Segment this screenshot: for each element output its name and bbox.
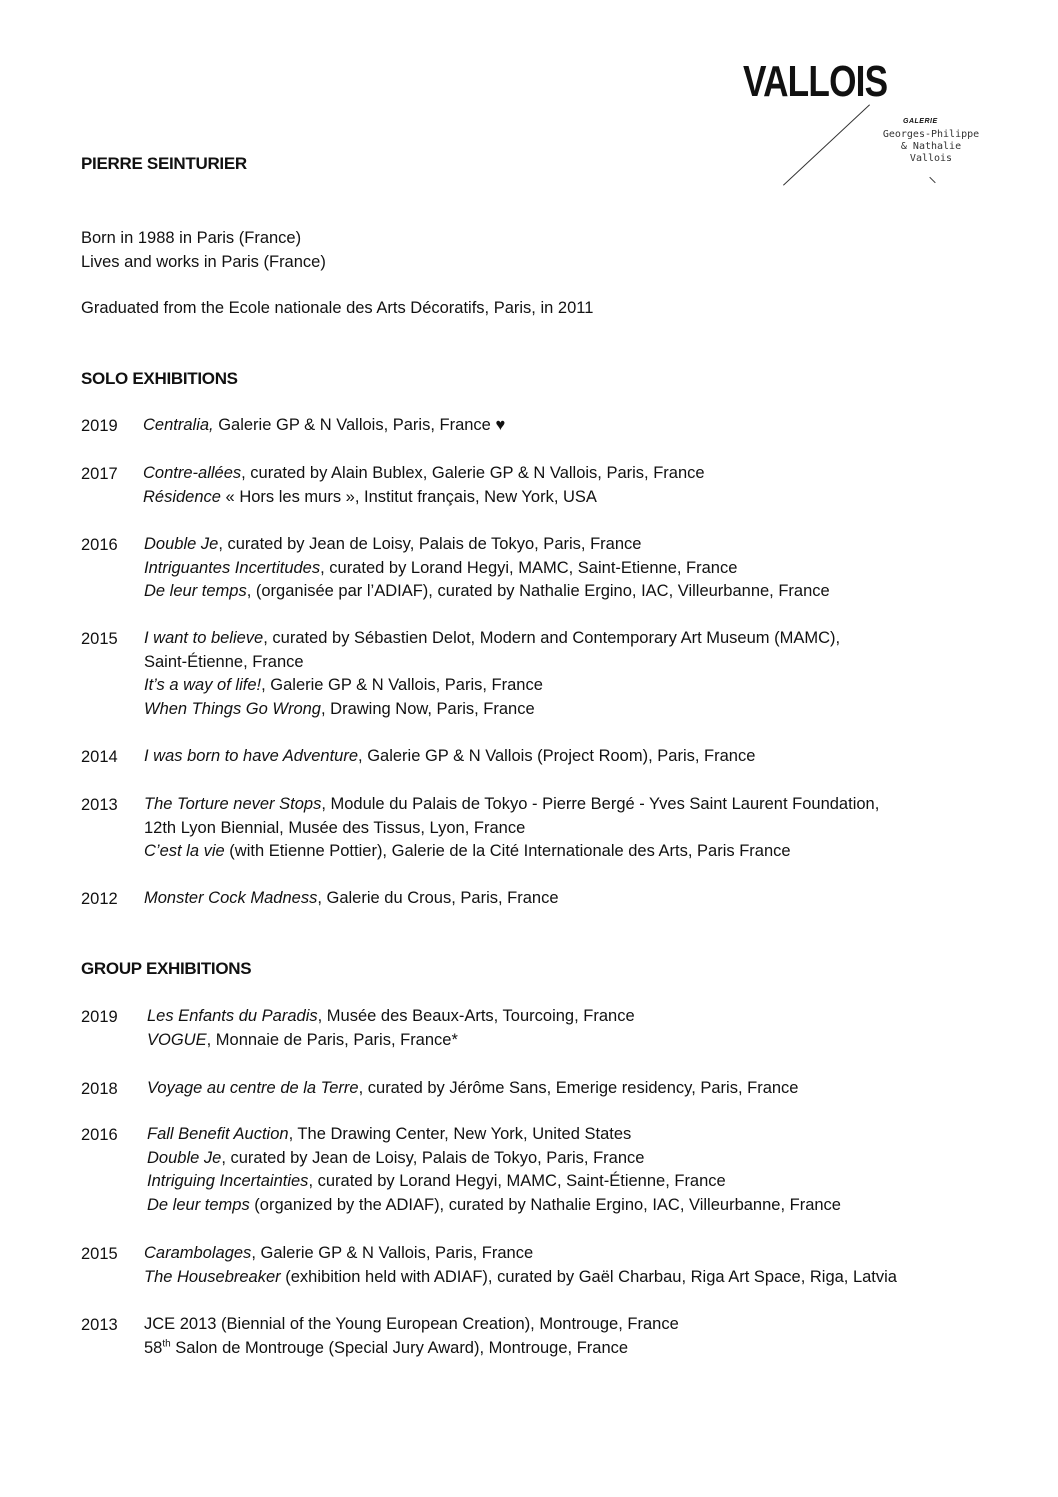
exhibition-entries [144, 533, 830, 604]
logo-galerie-label: GALERIE [903, 118, 938, 125]
exhibition-title: Contre-allées [143, 464, 242, 482]
exhibition-entry [144, 887, 559, 911]
exhibition-details: , (organisée par l’ADIAF), curated by Nathalie Ergino, IAC, Villeurbanne, France [246, 582, 830, 600]
exhibition-details: , curated by Jean de Loisy, Palais de Tokyo, Paris, France [221, 1148, 645, 1167]
exhibition-details: , curated by Lorand Hegyi, MAMC, Saint-Etienne, France [320, 558, 738, 577]
exhibition-entries [144, 1313, 679, 1360]
exhibition-entry [144, 557, 830, 581]
exhibition-details: , Galerie GP & N Vallois, Paris, France [251, 1244, 534, 1262]
exhibition-title: Carambolages [144, 1244, 252, 1262]
exhibition-entries [144, 627, 840, 721]
exhibition-details: 58 [144, 1338, 163, 1357]
exhibition-details: , Galerie GP & N Vallois (Project Room), Paris, France [358, 747, 756, 765]
exhibition-details: , curated by Sébastien Delot, Modern and Contemporary Art Museum (MAMC), [263, 629, 841, 647]
exhibition-details: , curated by Alain Bublex, Galerie GP & N Vallois, Paris, France [241, 464, 705, 482]
bio-lives: Lives and works in Paris (France) [81, 253, 326, 271]
exhibition-entries [144, 793, 879, 864]
exhibition-entries [144, 887, 559, 911]
exhibition-entry [143, 462, 705, 486]
gallery-logo [740, 58, 1000, 188]
exhibition-entry [144, 793, 879, 817]
exhibition-title: Monster Cock Madness [144, 889, 318, 907]
exhibition-entry [144, 627, 840, 651]
exhibition-year: 2015 [81, 1245, 118, 1263]
exhibition-title: When Things Go Wrong [144, 699, 321, 718]
exhibition-entry [144, 817, 879, 841]
exhibition-details: , Galerie GP & N Vallois, Paris, France [261, 676, 543, 694]
exhibition-entry [147, 1123, 841, 1147]
exhibition-entry [144, 533, 830, 557]
exhibition-entries [147, 1077, 798, 1101]
exhibition-entry [147, 1147, 841, 1171]
exhibition-details: , Musée des Beaux-Arts, Tourcoing, France [317, 1007, 635, 1025]
exhibition-entry [143, 414, 505, 438]
exhibition-entry [144, 651, 840, 675]
exhibition-details: , Drawing Now, Paris, France [321, 699, 535, 718]
exhibition-title: Résidence [143, 487, 221, 506]
exhibition-details: (organized by the ADIAF), curated by Nathalie Ergino, IAC, Villeurbanne, France [249, 1195, 841, 1214]
exhibition-details: , Galerie du Crous, Paris, France [317, 889, 559, 907]
exhibition-details: (with Etienne Pottier), Galerie de la Cité Internationale des Arts, Paris France [224, 842, 791, 860]
exhibition-details: « Hors les murs », Institut français, New York, USA [220, 487, 597, 506]
exhibition-year: 2013 [81, 796, 118, 814]
exhibition-title: De leur temps [147, 1195, 250, 1214]
exhibition-entry [147, 1170, 841, 1194]
exhibition-details: Salon de Montrouge (Special Jury Award), Montrouge, France [170, 1338, 629, 1357]
exhibition-entry [144, 698, 840, 722]
exhibition-title: Double Je [144, 535, 219, 553]
exhibition-title: Double Je [147, 1148, 222, 1167]
exhibition-title: It’s a way of life! [144, 676, 262, 694]
exhibition-title: Les Enfants du Paradis [147, 1007, 318, 1025]
exhibition-entries [143, 414, 505, 438]
exhibition-title: C’est la vie [144, 842, 225, 860]
exhibition-details: JCE 2013 (Biennial of the Young European Creation), Montrouge, France [144, 1315, 679, 1333]
exhibition-entry [144, 1337, 679, 1361]
exhibition-details: , Monnaie de Paris, Paris, France* [206, 1030, 458, 1049]
exhibition-entry [147, 1029, 635, 1053]
ordinal-suffix: th [162, 1338, 171, 1349]
logo-tick-mark [929, 177, 935, 183]
exhibition-details: , curated by Lorand Hegyi, MAMC, Saint-Étienne, France [308, 1172, 726, 1190]
exhibition-entry [144, 1266, 897, 1290]
exhibition-year: 2017 [81, 465, 118, 483]
exhibition-entry [147, 1194, 841, 1218]
exhibition-title: The Housebreaker [144, 1267, 281, 1286]
exhibition-year: 2013 [81, 1316, 118, 1334]
exhibition-entries [147, 1123, 841, 1217]
exhibition-details: Saint-Étienne, France [144, 652, 304, 671]
exhibition-year: 2018 [81, 1080, 118, 1098]
exhibition-details: (exhibition held with ADIAF), curated by Gaël Charbau, Riga Art Space, Riga, Latvia [280, 1267, 897, 1286]
exhibition-entries [144, 1242, 897, 1289]
exhibition-entry [143, 486, 705, 510]
exhibition-title: Intriguing Incertainties [147, 1172, 309, 1190]
exhibition-details: , The Drawing Center, New York, United States [288, 1125, 632, 1143]
logo-wordmark: VALLOIS [743, 57, 888, 106]
logo-gallery-names [876, 129, 986, 165]
exhibition-year: 2019 [81, 1008, 118, 1026]
exhibition-entries [143, 462, 705, 509]
logo-name-line: & Nathalie [900, 141, 962, 152]
exhibition-details: 12th Lyon Biennial, Musée des Tissus, Lyon, France [144, 818, 526, 837]
exhibition-title: Fall Benefit Auction [147, 1125, 289, 1143]
exhibition-title: De leur temps [144, 582, 247, 600]
exhibition-entry [144, 1242, 897, 1266]
logo-slash [783, 104, 870, 185]
exhibition-title: I was born to have Adventure [144, 747, 359, 765]
exhibition-year: 2012 [81, 890, 118, 908]
exhibition-entries [144, 745, 755, 769]
bio-education: Graduated from the Ecole nationale des Arts Décoratifs, Paris, in 2011 [81, 299, 594, 317]
exhibition-details: , curated by Jérôme Sans, Emerige residency, Paris, France [358, 1079, 799, 1097]
bio-born: Born in 1988 in Paris (France) [81, 229, 302, 247]
solo-exhibitions-heading: SOLO EXHIBITIONS [81, 369, 238, 388]
exhibition-entry [144, 580, 830, 604]
logo-name-line: Georges-Philippe [882, 129, 980, 140]
exhibition-year: 2016 [81, 1126, 118, 1144]
exhibition-title: VOGUE [147, 1030, 207, 1049]
exhibition-title: I want to believe [144, 629, 264, 647]
group-exhibitions-heading: GROUP EXHIBITIONS [81, 959, 252, 978]
exhibition-title: Centralia, [143, 416, 214, 434]
logo-name-line: Vallois [909, 153, 953, 164]
exhibition-details: , curated by Jean de Loisy, Palais de Tokyo, Paris, France [218, 535, 642, 553]
exhibition-title: Voyage au centre de la Terre [147, 1079, 359, 1097]
exhibition-year: 2016 [81, 536, 118, 554]
artist-name: PIERRE SEINTURIER [81, 154, 247, 173]
exhibition-year: 2014 [81, 748, 118, 766]
exhibition-details: , Module du Palais de Tokyo - Pierre Bergé - Yves Saint Laurent Foundation, [321, 795, 880, 813]
exhibition-entry [147, 1077, 798, 1101]
exhibition-entry [144, 1313, 679, 1337]
exhibition-year: 2015 [81, 630, 118, 648]
exhibition-year: 2019 [81, 417, 118, 435]
exhibition-details: Galerie GP & N Vallois, Paris, France ♥ [213, 416, 506, 434]
exhibition-title: Intriguantes Incertitudes [144, 558, 321, 577]
exhibition-title: The Torture never Stops [144, 795, 322, 813]
exhibition-entry [144, 745, 755, 769]
exhibition-entry [147, 1005, 635, 1029]
exhibition-entry [144, 840, 879, 864]
exhibition-entry [144, 674, 840, 698]
exhibition-entries [147, 1005, 635, 1052]
